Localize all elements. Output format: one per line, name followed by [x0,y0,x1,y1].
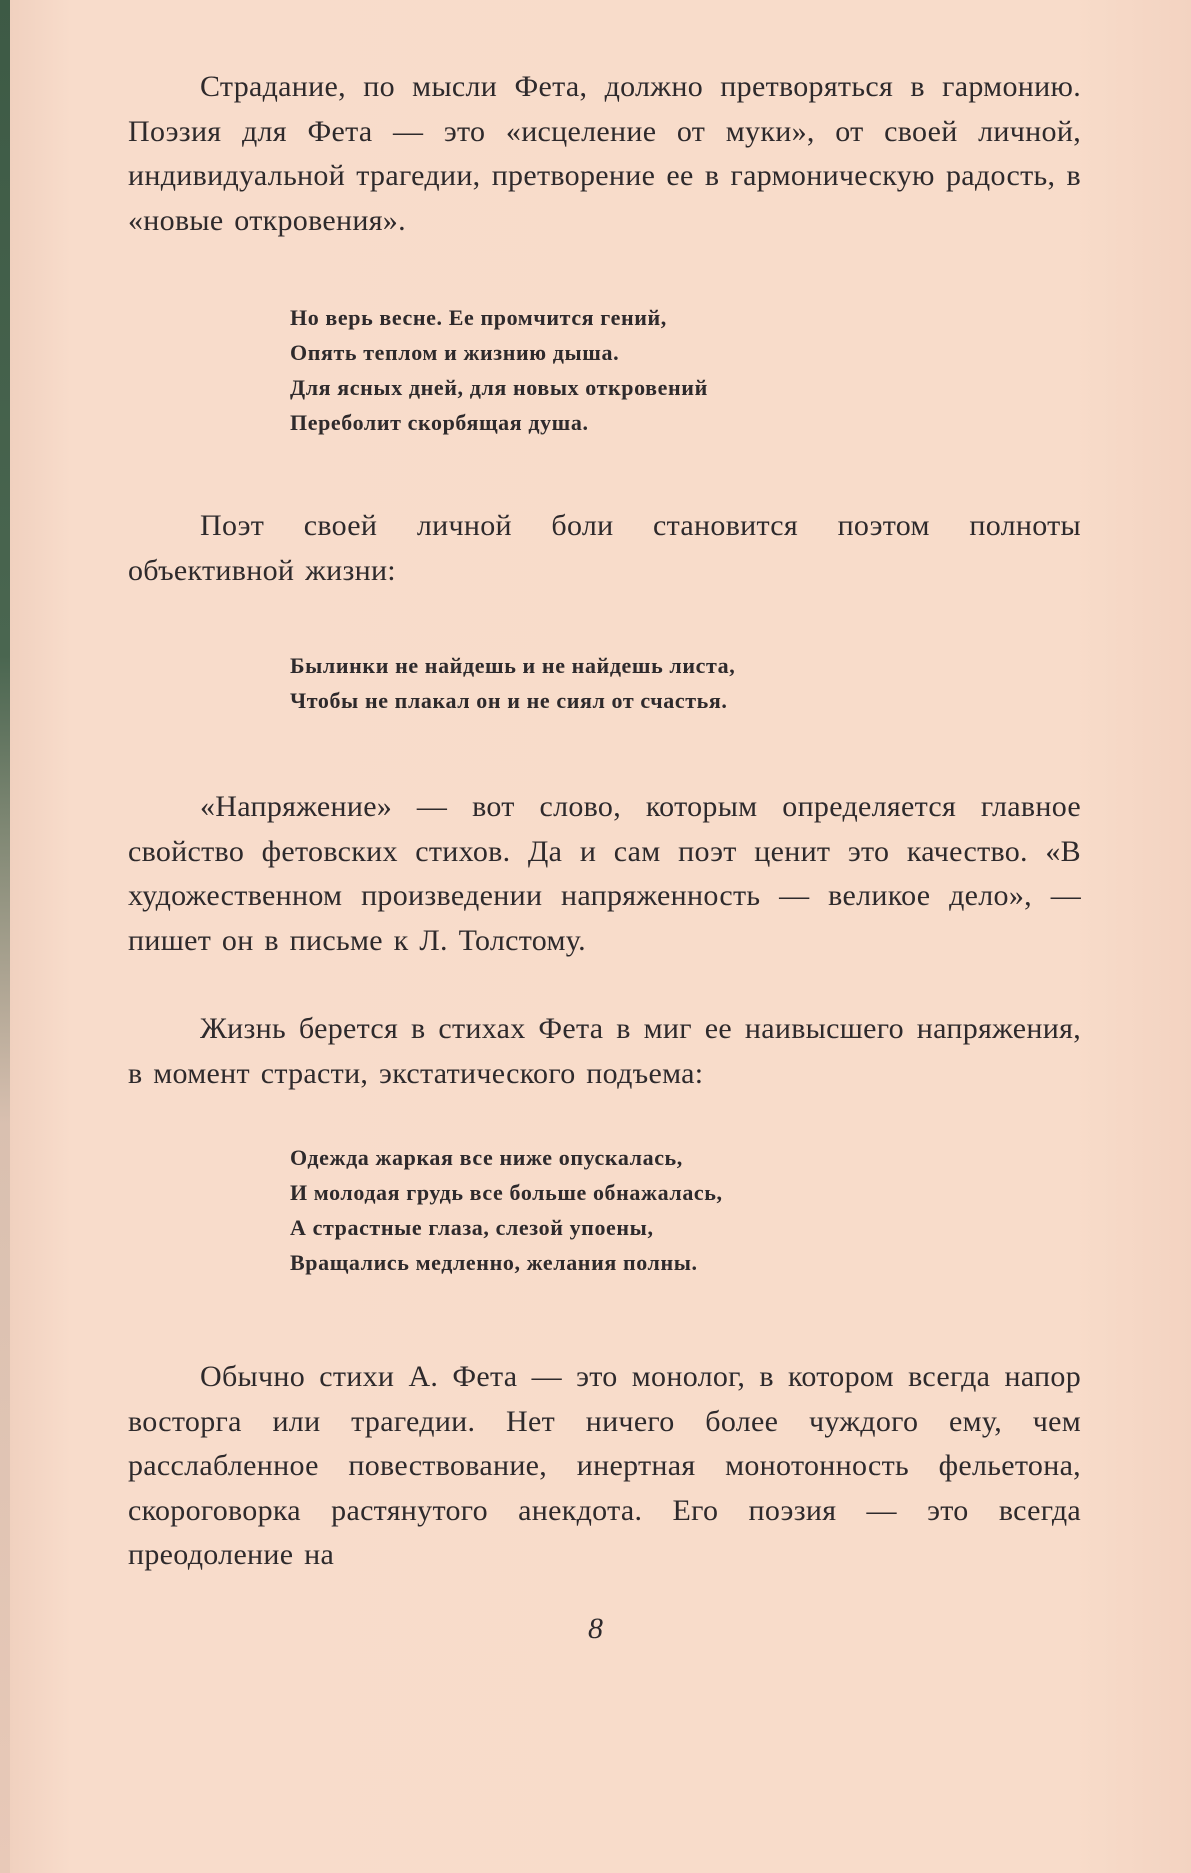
verse-3 [290,1140,723,1280]
verse-3-line: А страстные глаза, слезой упоены, [290,1215,654,1240]
paragraph-5-text: Обычно стихи А. Фета — это монолог, в котором всегда напор восторга или трагедии. Нет ничего более чуждого ему, чем расслабленное повествование, инертная монотонность фельетона, скороговорка растянутого анекдота. Его поэзия — это всегда преодоление на [128,1360,1081,1571]
verse-1-line: Опять теплом и жизнию дыша. [290,340,620,365]
paragraph-1 [128,65,1081,243]
verse-3-line: И молодая грудь все больше обнажалась, [290,1180,723,1205]
paragraph-3-block [128,785,1081,963]
verse-1 [290,300,708,440]
paragraph-1-text: Страдание, по мысли Фета, должно претворяться в гармонию. Поэзия для Фета — это «исцеление от муки», от своей личной, индивидуальной трагедии, претворение ее в гармоническую радость, в «новые откровения». [128,70,1081,237]
verse-2-line: Чтобы не плакал он и не сиял от счастья. [290,688,728,713]
paragraph-5-block [128,1355,1081,1578]
paragraph-4-block [128,1007,1081,1096]
verse-3-line: Одежда жаркая все ниже опускалась, [290,1145,683,1170]
verse-1-line: Для ясных дней, для новых откровений [290,375,708,400]
paragraph-1-block [128,65,1081,243]
page-left-edge [0,0,10,1873]
verse-3-line: Вращались медленно, желания полны. [290,1250,698,1275]
verse-1-line: Переболит скорбящая душа. [290,410,589,435]
paragraph-2-text: Поэт своей личной боли становится поэтом полноты объективной жизни: [128,509,1081,587]
paragraph-5 [128,1355,1081,1578]
verse-1-line: Но верь весне. Ее промчится гений, [290,305,667,330]
verse-2-line: Былинки не найдешь и не найдешь листа, [290,653,736,678]
paragraph-2 [128,504,1081,593]
page-number: 8 [588,1612,603,1645]
paragraph-3-text: «Напряжение» — вот слово, которым определяется главное свойство фетовских стихов. Да и сам поэт ценит это качество. «В художественном произведении напряженность — великое дело», — пишет он в письме к Л. Толстому. [128,790,1081,957]
paragraph-4 [128,1007,1081,1096]
paragraph-4-text: Жизнь берется в стихах Фета в миг ее наивысшего напряжения, в момент страсти, экстатического подъема: [128,1012,1081,1090]
paragraph-2-block [128,504,1081,593]
verse-2 [290,648,735,718]
paragraph-3 [128,785,1081,963]
